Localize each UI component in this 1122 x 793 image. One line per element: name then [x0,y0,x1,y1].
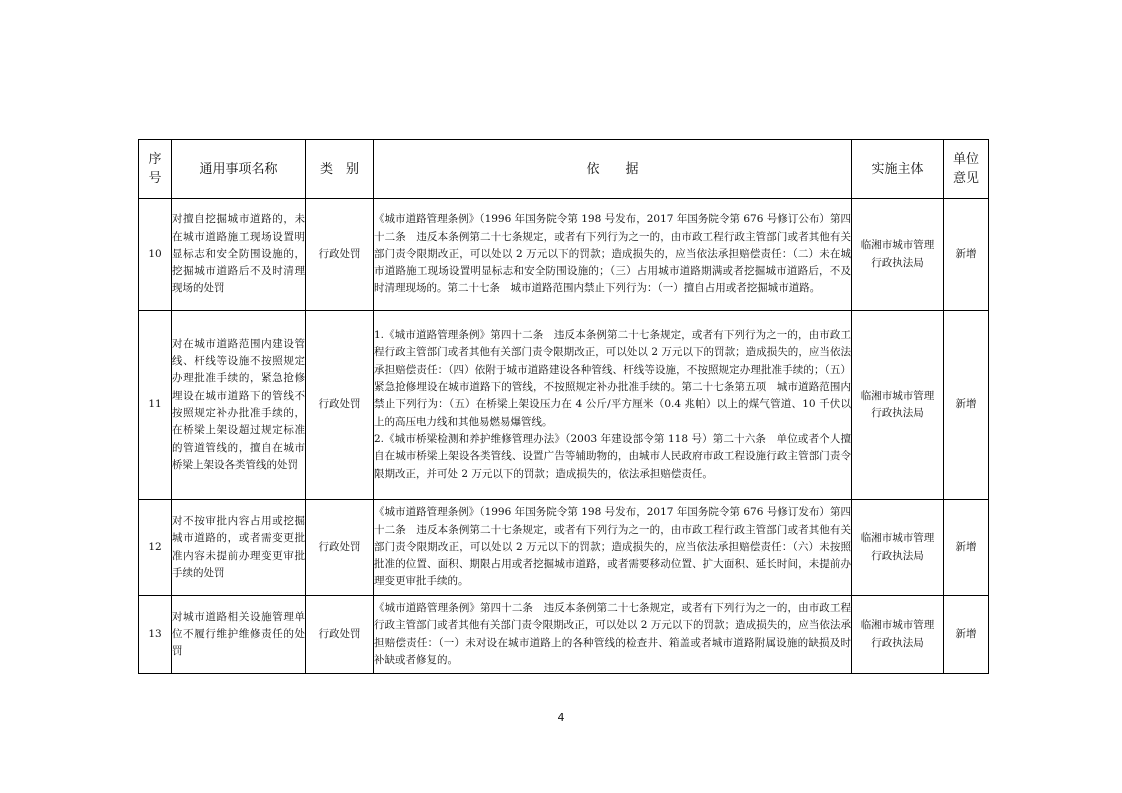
row-seq: 11 [139,311,172,500]
header-category: 类 别 [306,140,374,199]
row-item-name: 对城市道路相关设施管理单位不履行维护维修责任的处罚 [172,596,306,674]
header-basis: 依 据 [374,140,852,199]
regulation-table [138,139,989,674]
page-number: 4 [557,711,565,724]
header-seq-line1: 序 [148,152,162,167]
row-seq: 13 [139,596,172,674]
row-item-name: 对不按审批内容占用或挖掘城市道路的，或者需变更批准内容未提前办理变更审批手续的处罚 [172,500,306,596]
row-authority: 临湘市城市管理行政执法局 [852,199,944,311]
row-basis [374,596,852,674]
header-name: 通用事项名称 [172,140,306,199]
header-seq-line2: 号 [148,171,162,186]
basis-paragraph: 1.《城市道路管理条例》第四十二条 违反本条例第二十七条规定，或者有下列行为之一的，由市政工程行政主管部门或者其他有关部门责令限期改正，可以处以 2 万元以下的罚款；造成损失的，应当依法承担赔偿责任：（四）依附于城市道路建设各种管线、杆线等设施，不按照规定办理批准手续的；（五）紧急抢修埋设在城市道路下的管线，不按照规定补办批准手续的。第二十七条第五项 城市道路范围内禁止下列行为：（五）在桥梁上架设压力在 4 公斤/平方厘米（0.4 兆帕）以上的煤气管道、10 千伏以上的高压电力线和其他易燃易爆管线。 [374,329,851,428]
row-item-name: 对擅自挖掘城市道路的，未在城市道路施工现场设置明显标志和安全防围设施的，挖掘城市道路后不及时清理现场的处罚 [172,199,306,311]
row-opinion: 新增 [944,596,989,674]
table-row [139,596,989,674]
row-category: 行政处罚 [306,311,374,500]
table-row [139,500,989,596]
header-seq [139,140,172,199]
row-authority: 临湘市城市管理行政执法局 [852,311,944,500]
table-row [139,199,989,311]
row-opinion: 新增 [944,311,989,500]
header-opinion-line1: 单位 [952,152,979,167]
row-seq: 10 [139,199,172,311]
row-item-name: 对在城市道路范围内建设管线、杆线等设施不按照规定办理批准手续的，紧急抢修埋设在城市道路下的管线不按照规定补办批准手续的，在桥梁上架设超过规定标准的管道管线的，擅自在城市桥梁上架设各类管线的处罚 [172,311,306,500]
basis-paragraph: 《城市道路管理条例》（1996 年国务院令第 198 号发布，2017 年国务院令第 676 号修订发布）第四十二条 违反本条例第二十七条规定，或者有下列行为之一的，由市政工程行政主管部门或者其他有关部门责令限期改正，可以处以 2 万元以下的罚款；造成损失的，应当依法承担赔偿责任：（六）未按照批准的位置、面积、期限占用或者挖掘城市道路，或者需要移动位置、扩大面积、延长时间，未提前办理变更审批手续的。 [374,506,851,588]
row-seq: 12 [139,500,172,596]
table-header-row [139,140,989,199]
row-basis [374,311,852,500]
basis-paragraph: 《城市道路管理条例》第四十二条 违反本条例第二十七条规定，或者有下列行为之一的，由市政工程行政主管部门或者其他有关部门责令限期改正，可以处以 2 万元以下的罚款；造成损失的，应当依法承担赔偿责任：（一）未对设在城市道路上的各种管线的检查井、箱盖或者城市道路附属设施的缺损及时补缺或者修复的。 [374,601,851,666]
basis-paragraph: 《城市道路管理条例》（1996 年国务院令第 198 号发布，2017 年国务院令第 676 号修订公布）第四十二条 违反本条例第二十七条规定，或者有下列行为之一的，由市政工程行政主管部门或者其他有关部门责令限期改正，可以处以 2 万元以下的罚款；造成损失的，应当依法承担赔偿责任：（二）未在城市道路施工现场设置明显标志和安全防围设施的；（三）占用城市道路期满或者挖掘城市道路后，不及时清理现场的。第二十七条 城市道路范围内禁止下列行为：（一）擅自占用或者挖掘城市道路。 [374,213,851,295]
row-basis [374,500,852,596]
row-authority: 临湘市城市管理行政执法局 [852,596,944,674]
basis-paragraph: 2.《城市桥梁检测和养护维修管理办法》（2003 年建设部令第 118 号）第二十六条 单位或者个人擅自在城市桥梁上架设各类管线、设置广告等辅助物的，由城市人民政府市政工程设施行政主管部门责令限期改正，并可处 2 万元以下的罚款；造成损失的，依法承担赔偿责任。 [374,432,851,480]
row-category: 行政处罚 [306,199,374,311]
header-opinion [944,140,989,199]
row-authority: 临湘市城市管理行政执法局 [852,500,944,596]
row-opinion: 新增 [944,199,989,311]
row-category: 行政处罚 [306,596,374,674]
row-category: 行政处罚 [306,500,374,596]
row-basis [374,199,852,311]
header-opinion-line2: 意见 [952,171,979,186]
header-authority: 实施主体 [852,140,944,199]
table-row [139,311,989,500]
row-opinion: 新增 [944,500,989,596]
